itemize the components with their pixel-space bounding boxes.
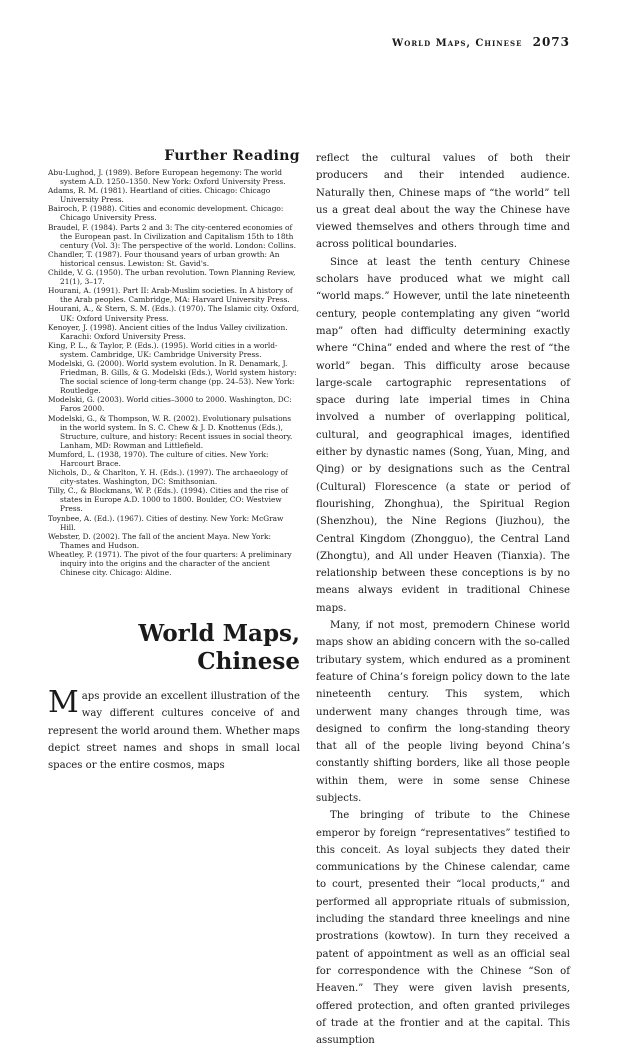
- reference-entry: Modelski, G., & Thompson, W. R. (2002). Evolutionary pulsations in the world system. In S. C. Chew & J. D. Knottenus (Eds.), Structure, culture, and history: Recent issues in social theory. Lanham, MD: Rowman and Littlefield.: [48, 413, 293, 450]
- body-paragraph: The bringing of tribute to the Chinese emperor by foreign “representatives” testified to this conceit. As loyal subjects they dated their communications by the Chinese calendar, came to court, presented their “local products,” and performed all appropriate rituals of submission, including the standard three kneelings and nine prostrations (kowtow). In turn they received a patent of appointment as well as an official seal for correspondence with the Chinese “Son of Heaven.” They were given lavish presents, offered protection, and often granted privileges of trade at the frontier and at the capital. This assumption: [316, 810, 570, 1047]
- further-reading-heading: Further Reading: [164, 148, 300, 164]
- article-title-line-2: Chinese: [197, 648, 300, 675]
- page-number: 2073: [532, 35, 570, 49]
- reference-entry: Nichols, D., & Charlton, Y. H. (Eds.). (1997). The archaeology of city-states. Washington, DC: Smithsonian.: [48, 468, 288, 487]
- reference-entry: Tilly, C., & Blockmans, W. P. (Eds.). (1994). Cities and the rise of states in Europe A.D. 1000 to 1800. Boulder, CO: Westview Press.: [48, 486, 289, 514]
- body-paragraph: Many, if not most, premodern Chinese world maps show an abiding concern with the so-called tributary system, which endured as a prominent feature of China’s foreign policy down to the late nineteenth century. This system, which underwent many changes through time, was designed to confirm the long-standing theory that all of the people living beyond China’s constantly shifting borders, like all those people within them, were in some sense Chinese subjects.: [316, 620, 570, 804]
- article-title-line-1: World Maps,: [138, 620, 300, 647]
- reference-entry: Hourani, A. (1991). Part II: Arab-Muslim societies. In A history of the Arab peoples. Cambridge, MA: Harvard University Press.: [48, 286, 293, 305]
- reference-entry: Modelski, G. (2003). World cities–3000 to 2000. Washington, DC: Faros 2000.: [48, 395, 292, 414]
- reference-entry: Childe, V. G. (1950). The urban revolution. Town Planning Review, 21(1), 3–17.: [48, 268, 296, 287]
- reference-entry: Wheatley, P. (1971). The pivot of the four quarters: A preliminary inquiry into the origins and the character of the ancient Chinese city. Chicago: Aldine.: [48, 549, 292, 578]
- reference-entry: King, P. L., & Taylor, P. (Eds.). (1995). World cities in a world-system. Cambridge, UK: Cambridge University Press.: [48, 340, 278, 359]
- reference-entry: Webster, D. (2002). The fall of the ancient Maya. New York: Thames and Hudson.: [48, 531, 271, 550]
- reference-entry: Abu-Lughod, J. (1989). Before European hegemony: The world system A.D. 1250–1350. New York: Oxford University Press.: [48, 168, 286, 187]
- reference-entry: Bairoch, P. (1988). Cities and economic development. Chicago: Chicago University Press.: [48, 204, 284, 223]
- body-paragraph: Since at least the tenth century Chinese scholars have produced what we might call “world maps.” However, until the late nineteenth century, people contemplating any given “world map” often had difficulty determining exactly where “China” ended and where the rest of “the world” began. This difficulty arose because large-scale cartographic representations of space during late imperial times in China involved a number of overlapping political, cultural, and geographical images, identified either by dynastic names (Song, Yuan, Ming, and Qing) or by designations such as the Central (Cultural) Florescence (a state or period of flourishing, Zhonghua), the Spiritual Region (Shenzhou), the Nine Regions (Jiuzhou), the Central Kingdom (Zhongguo), the Central Land (Zhongtu), and All under Heaven (Tianxia). The relationship between these conceptions is by no means always evident in traditional Chinese maps.: [316, 256, 570, 614]
- reference-entry: Toynbee, A. (Ed.). (1967). Cities of destiny. New York: McGraw Hill.: [48, 513, 284, 532]
- reference-entry: Braudel, F. (1984). Parts 2 and 3: The city-centered economies of the European past. In Civilization and Capitalism 15th to 18th century (Vol. 3): The perspective of the world. London: Collins.: [48, 222, 296, 250]
- article-title: [138, 620, 300, 676]
- running-head: [392, 35, 570, 49]
- running-head-title: World Maps, Chinese: [392, 38, 523, 49]
- reference-entry: Chandler, T. (1987). Four thousand years of urban growth: An historical census. Lewiston: St. Gavid's.: [48, 249, 280, 268]
- intro-text: aps provide an excellent illustration of the way different cultures conceive of and represent the world around them. Whether maps depict street names and shops in small local spaces or the entire cosmos, maps: [48, 691, 300, 772]
- reference-entry: Mumford, L. (1938, 1970). The culture of cities. New York: Harcourt Brace.: [48, 449, 269, 468]
- reference-entry: Kenoyer, J. (1998). Ancient cities of the Indus Valley civilization. Karachi: Oxford University Press.: [48, 322, 288, 341]
- reference-entry: Modelski, G. (2000). World system evolution. In R. Denamark, J. Friedman, B. Gills, & G. Modelski (Eds.), World system history: The social science of long-term change (pp. 24–53). New York: Routledge.: [48, 358, 297, 396]
- reference-entry: Adams, R. M. (1981). Heartland of cities. Chicago: Chicago University Press.: [48, 186, 271, 205]
- body-paragraph: reflect the cultural values of both their producers and their intended audience. Naturally then, Chinese maps of “the world” tell us a great deal about the way the Chinese have viewed themselves and others through time and across political boundaries.: [316, 153, 570, 251]
- drop-cap: M: [48, 685, 79, 720]
- reference-entry: Hourani, A., & Stern, S. M. (Eds.). (1970). The Islamic city. Oxford, UK: Oxford University Press.: [48, 304, 300, 323]
- body-column-right: [316, 150, 570, 1049]
- intro-paragraph: [48, 685, 300, 774]
- reference-list: [48, 168, 300, 577]
- further-reading-section: [48, 148, 300, 577]
